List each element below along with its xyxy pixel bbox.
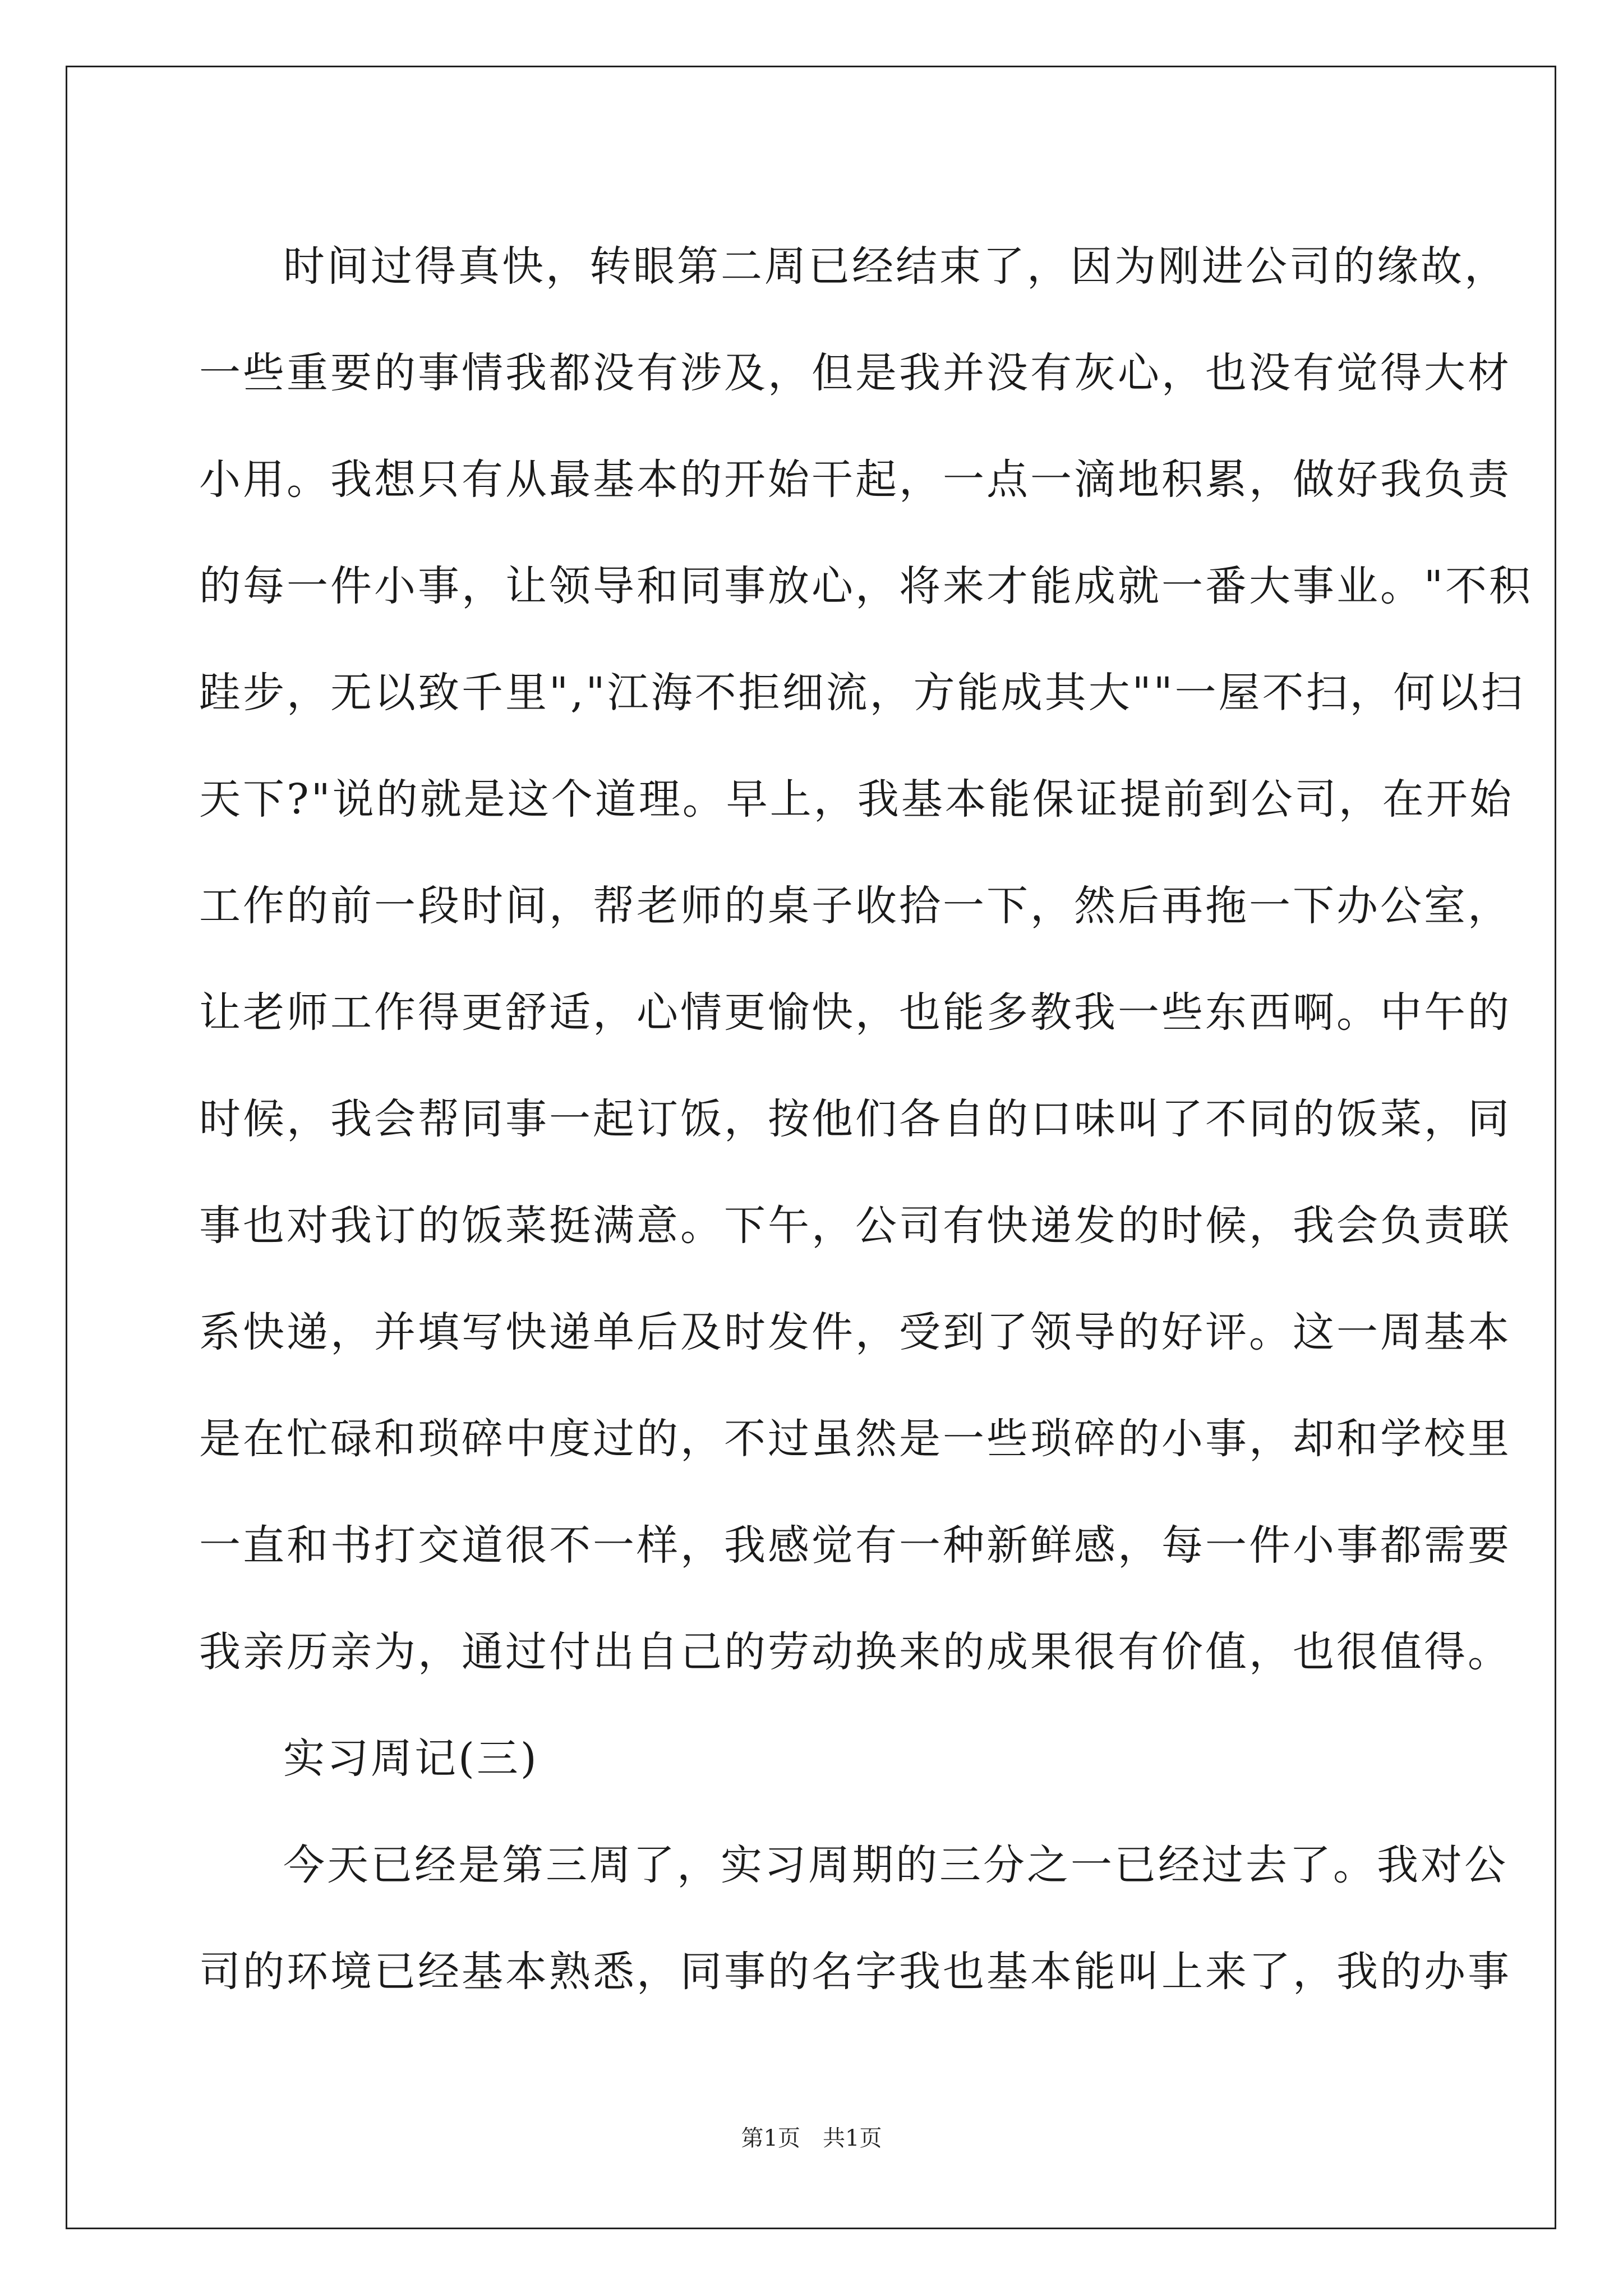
document-body [199,213,1533,2025]
page-number-current: 第1页 [741,2125,800,2151]
paragraph-line: 让老师工作得更舒适，心情更愉快，也能多教我一些东西啊。中午的 [199,988,1511,1037]
page-footer [0,2120,1623,2152]
paragraph-line: 事也对我订的饭菜挺满意。下午，公司有快递发的时候，我会负责联 [199,1202,1511,1250]
section-heading: 实习周记(三) [283,1734,539,1783]
paragraph-line: 今天已经是第三周了，实习周期的三分之一已经过去了。我对公 [283,1841,1508,1889]
paragraph-line: 是在忙碌和琐碎中度过的，不过虽然是一些琐碎的小事，却和学校里 [199,1415,1511,1463]
paragraph-line: 时候，我会帮同事一起订饭，按他们各自的口味叫了不同的饭菜，同 [199,1095,1511,1143]
paragraph-line: 跬步，无以致千里","江海不拒细流，方能成其大""一屋不扫，何以扫 [199,669,1525,717]
paragraph-line: 小用。我想只有从最基本的开始干起，一点一滴地积累，做好我负责 [199,455,1511,504]
page-number-total: 共1页 [823,2125,882,2151]
paragraph-line: 我亲历亲为，通过付出自己的劳动换来的成果很有价值，也很值得。 [199,1628,1511,1676]
paragraph-line: 时间过得真快，转眼第二周已经结束了，因为刚进公司的缘故， [283,242,1508,291]
paragraph-line: 一直和书打交道很不一样，我感觉有一种新鲜感，每一件小事都需要 [199,1521,1511,1570]
paragraph-line: 系快递，并填写快递单后及时发件，受到了领导的好评。这一周基本 [199,1308,1511,1356]
paragraph-line: 司的环境已经基本熟悉，同事的名字我也基本能叫上来了，我的办事 [199,1948,1511,1996]
paragraph-line: 天下?"说的就是这个道理。早上，我基本能保证提前到公司，在开始 [199,775,1514,823]
paragraph-line: 工作的前一段时间，帮老师的桌子收拾一下，然后再拖一下办公室， [199,882,1511,930]
paragraph-line: 一些重要的事情我都没有涉及，但是我并没有灰心，也没有觉得大材 [199,349,1511,397]
paragraph-line: 的每一件小事，让领导和同事放心，将来才能成就一番大事业。"不积 [199,562,1533,610]
